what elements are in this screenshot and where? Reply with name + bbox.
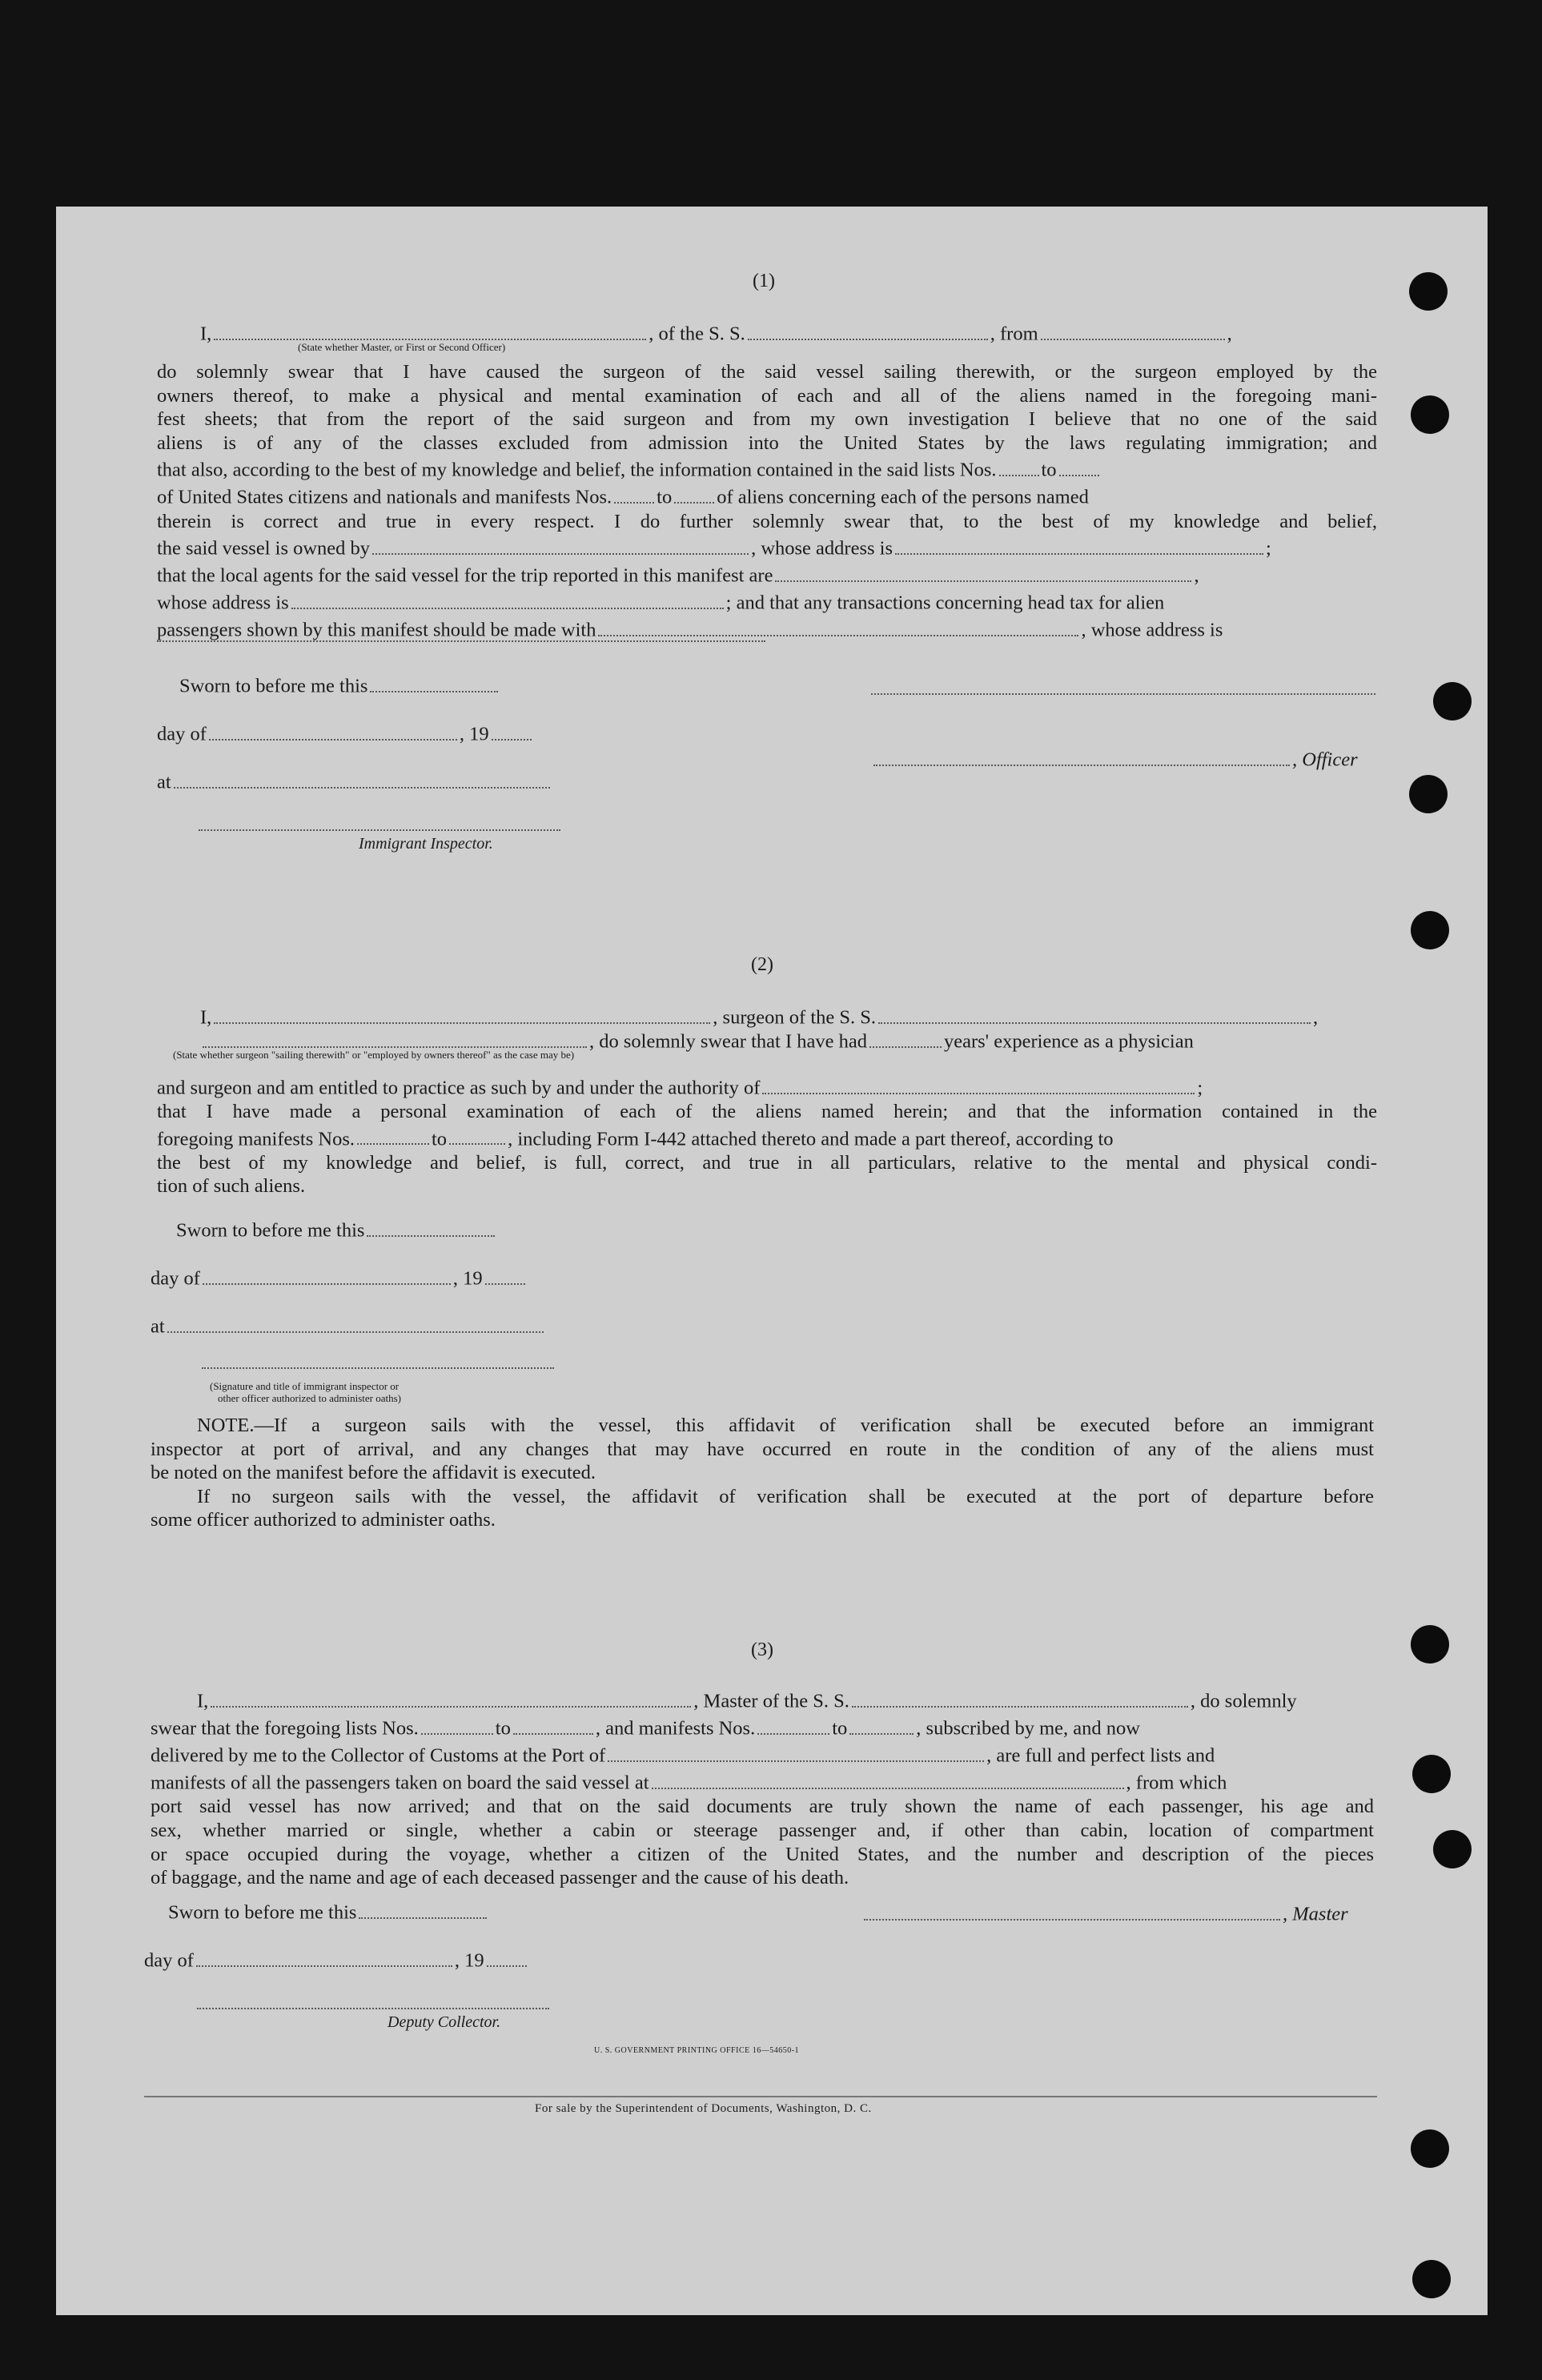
section-1-number: (1) xyxy=(753,271,775,291)
section-2-number: (2) xyxy=(751,954,773,975)
sworn-month-field[interactable] xyxy=(209,719,457,740)
years-experience-field[interactable] xyxy=(869,1026,942,1048)
surgeon-type-field[interactable] xyxy=(203,1026,587,1048)
surgeon-inspector-signature-line[interactable] xyxy=(202,1367,554,1369)
master-lists-from-field[interactable] xyxy=(421,1713,493,1735)
note-block: NOTE.—If a surgeon sails with the vessel, this affidavit of verification shall be executed before an immigrant inspector at port of arrival, and any changes that may have occurred en route in the condition of any of the aliens must be noted on the manifest before the affidavit is executed. If no surgeon sails with the vessel, the affidavit of verification shall be executed at the port of departure before some officer authorized to administer oaths. xyxy=(151,1415,1374,1531)
manifests-nos-to-field[interactable] xyxy=(674,482,714,504)
manifests-nos-from-field[interactable] xyxy=(614,482,654,504)
printing-office-imprint: U. S. GOVERNMENT PRINTING OFFICE 16—54650-1 xyxy=(594,2046,800,2055)
binder-hole xyxy=(1411,2129,1449,2168)
binder-hole xyxy=(1409,272,1448,311)
sworn-day-field[interactable] xyxy=(370,671,498,692)
binder-hole xyxy=(1433,682,1472,720)
owner-address-field[interactable] xyxy=(895,533,1263,555)
section-1-body: do solemnly swear that I have caused the surgeon of the said vessel sailing therewith, or the surgeon employed by the owners thereof, to make a physical and mental examination of each and all of the aliens named in the foregoing mani- fest sheets; that from the report of the said surgeon and from my own investigation I believe that no one of the said aliens is of any of the classes excluded from admission into the United States by the laws regulating immigration; and that also, according to the best of my knowledge and belief, the information contained in the said lists Nos. to of United States citizens and nationals and manifests Nos. to of aliens concerning each of the persons named therein is correct and true in every respect. I do further solemnly swear that, to the best of my knowledge and belief, the said vessel is owned by , whose address is ; that the local agents for the said vessel for the trip reported in this manifest are , whose address is ; and that any transactions concerning head tax for alien passengers shown by this manifest should be made with , whose address is xyxy=(157,361,1377,641)
master-sworn-month-field[interactable] xyxy=(196,1945,452,1967)
section-2-body: and surgeon and am entitled to practice as such by and under the authority of ; that I have made a personal examination of each of the aliens named herein; and that the information contained in the foregoing manifests Nos. to , including Form I-442 attached thereto and made a part thereof, according to the best of my knowledge and belief, is full, correct, and true in all particulars, relative to the mental and physical condi- tion of such aliens. xyxy=(157,1073,1377,1198)
master-sworn-day-field[interactable] xyxy=(359,1897,487,1919)
master-name-field[interactable] xyxy=(211,1686,691,1708)
binder-hole xyxy=(1433,1830,1472,1868)
master-sworn-year-field[interactable] xyxy=(487,1945,527,1967)
head-tax-party-field[interactable] xyxy=(598,615,1078,636)
lists-nos-to-field[interactable] xyxy=(1059,455,1099,476)
address-continuation-line[interactable] xyxy=(157,640,765,642)
surgeon-manifests-to-field[interactable] xyxy=(449,1124,505,1146)
section-2-header-line: I, , surgeon of the S. S. , xyxy=(200,1002,1377,1029)
for-sale-notice: For sale by the Superintendent of Documents, Washington, D. C. xyxy=(535,2102,872,2115)
section-1-sub-caption: (State whether Master, or First or Second Officer) xyxy=(298,341,506,353)
inspector-signature-line[interactable] xyxy=(199,829,560,831)
binder-hole xyxy=(1412,2260,1451,2298)
lists-nos-from-field[interactable] xyxy=(999,455,1039,476)
local-agents-field[interactable] xyxy=(775,560,1191,582)
officer-signature-line-top[interactable] xyxy=(871,693,1375,695)
surgeon-sworn-year-field[interactable] xyxy=(485,1263,525,1285)
binder-hole xyxy=(1411,395,1449,434)
ship-name-field[interactable] xyxy=(748,319,988,340)
sworn-place-field[interactable] xyxy=(174,767,550,789)
surgeon-manifests-from-field[interactable] xyxy=(357,1124,429,1146)
surgeon-sworn-month-field[interactable] xyxy=(203,1263,451,1285)
sworn-year-field[interactable] xyxy=(492,719,532,740)
agents-address-field[interactable] xyxy=(291,588,724,609)
master-manifests-to-field[interactable] xyxy=(849,1713,914,1735)
binder-hole xyxy=(1411,911,1449,949)
binder-hole xyxy=(1412,1755,1451,1793)
section-2-jurat: Sworn to before me this xyxy=(176,1215,592,1242)
section-1-header-line: I, , of the S. S. , from , xyxy=(200,319,1377,346)
master-lists-to-field[interactable] xyxy=(513,1713,593,1735)
section-3-jurat: Sworn to before me this xyxy=(168,1897,584,1924)
authority-field[interactable] xyxy=(762,1073,1195,1094)
master-manifests-from-field[interactable] xyxy=(757,1713,829,1735)
deputy-collector-caption: Deputy Collector. xyxy=(388,2013,501,2031)
binder-hole xyxy=(1411,1625,1449,1664)
surgeon-name-field[interactable] xyxy=(214,1002,710,1024)
section-2-sub-caption: (State whether surgeon "sailing therewith" or "employed by owners thereof" as the case may be) xyxy=(173,1049,575,1061)
embarkation-port-field[interactable] xyxy=(652,1768,1124,1789)
from-port-field[interactable] xyxy=(1041,319,1225,340)
surgeon-ship-field[interactable] xyxy=(878,1002,1311,1024)
footer-rule xyxy=(144,2096,1377,2097)
master-signature-line[interactable] xyxy=(864,1899,1280,1920)
officer-title-field[interactable] xyxy=(214,319,646,340)
officer-signature-line[interactable] xyxy=(873,745,1290,766)
signature-caption-2: other officer authorized to administer oaths) xyxy=(218,1392,401,1404)
master-ship-field[interactable] xyxy=(852,1686,1188,1708)
owner-field[interactable] xyxy=(372,533,749,555)
deputy-collector-signature-line[interactable] xyxy=(197,2008,549,2009)
customs-port-field[interactable] xyxy=(608,1740,984,1762)
inspector-caption: Immigrant Inspector. xyxy=(359,835,493,853)
signature-caption-1: (Signature and title of immigrant inspector or xyxy=(210,1380,400,1392)
section-3-body: I, , Master of the S. S. , do solemnly swear that the foregoing lists Nos. to , and manifests Nos. to , subscribed by me, and now delivered by me to the Collector of Customs at the Port of , are full and perfect lists and manifests of all the passengers taken on board the said vessel at , from which port said vessel has now arrived; and that on the said documents are truly shown the name of each passenger, his age and sex, whether married or single, whether a cabin or steerage passenger and, if other than cabin, location of compartment or space occupied during the voyage, whether a citizen of the United States, and the number and description of the pieces of baggage, and the name and age of each deceased passenger and the cause of his death. xyxy=(151,1686,1374,1890)
surgeon-sworn-day-field[interactable] xyxy=(367,1215,495,1237)
section-3-number: (3) xyxy=(751,1640,773,1660)
binder-hole xyxy=(1409,775,1448,813)
section-1-jurat: Sworn to before me this xyxy=(179,671,596,698)
surgeon-sworn-place-field[interactable] xyxy=(167,1311,544,1333)
